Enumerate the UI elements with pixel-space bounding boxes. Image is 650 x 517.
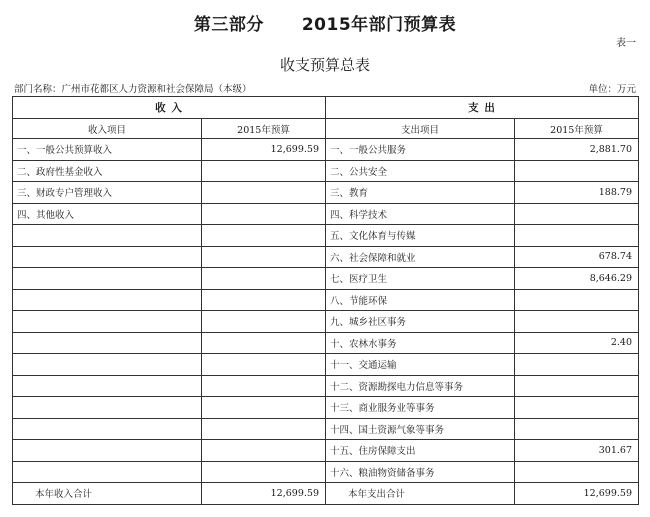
income-value: [202, 160, 326, 182]
income-value: [202, 332, 326, 354]
income-value: [202, 203, 326, 225]
expense-value: [515, 461, 639, 483]
income-item: [13, 397, 202, 419]
income-value: [202, 289, 326, 311]
table-row: [13, 246, 639, 268]
expense-item: 九、城乡社区事务: [326, 311, 515, 333]
expense-item: 二、公共安全: [326, 160, 515, 182]
income-item: [13, 461, 202, 483]
table-row: [13, 461, 639, 483]
expense-value: [515, 160, 639, 182]
table-row: [13, 311, 639, 333]
expense-item: 十一、交通运输: [326, 354, 515, 376]
income-total-label: 本年收入合计: [13, 483, 202, 505]
expense-value: [515, 418, 639, 440]
income-header: 收 入: [13, 97, 326, 119]
expense-value: 301.67: [515, 440, 639, 462]
income-value: 12,699.59: [202, 139, 326, 161]
income-value: [202, 182, 326, 204]
income-value: [202, 375, 326, 397]
expense-item: 十四、国土资源气象等事务: [326, 418, 515, 440]
income-value: [202, 461, 326, 483]
income-value: [202, 440, 326, 462]
expense-item: 五、文化体育与传媒: [326, 225, 515, 247]
expense-value: 188.79: [515, 182, 639, 204]
income-item: 一、一般公共预算收入: [13, 139, 202, 161]
table-number: 表一: [616, 38, 636, 49]
document-title: 2015年部门预算表: [301, 15, 457, 35]
department-name: 部门名称：广州市花都区人力资源和社会保障局（本级）: [14, 84, 252, 95]
table-row: [13, 375, 639, 397]
table-row: [13, 203, 639, 225]
income-item-column: 收入项目: [13, 119, 202, 139]
expense-value: [515, 375, 639, 397]
expense-header: 支 出: [326, 97, 639, 119]
income-value: [202, 225, 326, 247]
expense-value: [515, 354, 639, 376]
income-value: [202, 311, 326, 333]
expense-value: [515, 397, 639, 419]
income-item: [13, 354, 202, 376]
income-item: [13, 418, 202, 440]
table-row: [13, 354, 639, 376]
expense-budget-column: 2015年预算: [515, 119, 639, 139]
expense-item: 一、一般公共服务: [326, 139, 515, 161]
table-row: [13, 440, 639, 462]
income-item: [13, 268, 202, 290]
table-row: [13, 160, 639, 182]
income-item: 三、财政专户管理收入: [13, 182, 202, 204]
expense-item: 四、科学技术: [326, 203, 515, 225]
income-value: [202, 246, 326, 268]
income-budget-column: 2015年预算: [202, 119, 326, 139]
income-item: [13, 225, 202, 247]
expense-item: 三、教育: [326, 182, 515, 204]
income-total-value: 12,699.59: [202, 483, 326, 505]
expense-item: 十五、住房保障支出: [326, 440, 515, 462]
expense-item: 十三、商业服务业等事务: [326, 397, 515, 419]
table-title: 收支预算总表: [279, 56, 370, 74]
table-row: [13, 332, 639, 354]
expense-item: 七、医疗卫生: [326, 268, 515, 290]
expense-value: [515, 289, 639, 311]
table-row: [13, 139, 639, 161]
expense-item: 十、农林水事务: [326, 332, 515, 354]
expense-item: 六、社会保障和就业: [326, 246, 515, 268]
table-row: [13, 289, 639, 311]
expense-value: [515, 203, 639, 225]
income-item: [13, 311, 202, 333]
expense-total-label: 本年支出合计: [326, 483, 515, 505]
expense-item: 十二、资源勘探电力信息等事务: [326, 375, 515, 397]
part-label: 第三部分: [193, 15, 264, 35]
expense-value: 678.74: [515, 246, 639, 268]
expense-item-column: 支出项目: [326, 119, 515, 139]
income-item: [13, 289, 202, 311]
unit-label: 单位：万元: [588, 84, 636, 95]
income-value: [202, 418, 326, 440]
table-row: [13, 225, 639, 247]
table-row: [13, 268, 639, 290]
income-item: 四、其他收入: [13, 203, 202, 225]
table-row: [13, 182, 639, 204]
expense-item: 十六、粮油物资储备事务: [326, 461, 515, 483]
expense-item: 八、节能环保: [326, 289, 515, 311]
income-item: [13, 332, 202, 354]
income-value: [202, 397, 326, 419]
expense-value: 8,646.29: [515, 268, 639, 290]
table-row: [13, 418, 639, 440]
expense-value: 2,881.70: [515, 139, 639, 161]
expense-value: [515, 225, 639, 247]
expense-value: 2.40: [515, 332, 639, 354]
total-row: [13, 483, 639, 505]
table-row: [13, 397, 639, 419]
income-item: [13, 440, 202, 462]
page-title: [0, 10, 650, 35]
income-item: [13, 246, 202, 268]
expense-total-value: 12,699.59: [515, 483, 639, 505]
income-item: 二、政府性基金收入: [13, 160, 202, 182]
expense-value: [515, 311, 639, 333]
income-value: [202, 268, 326, 290]
income-value: [202, 354, 326, 376]
budget-summary-table: [12, 96, 639, 505]
income-item: [13, 375, 202, 397]
